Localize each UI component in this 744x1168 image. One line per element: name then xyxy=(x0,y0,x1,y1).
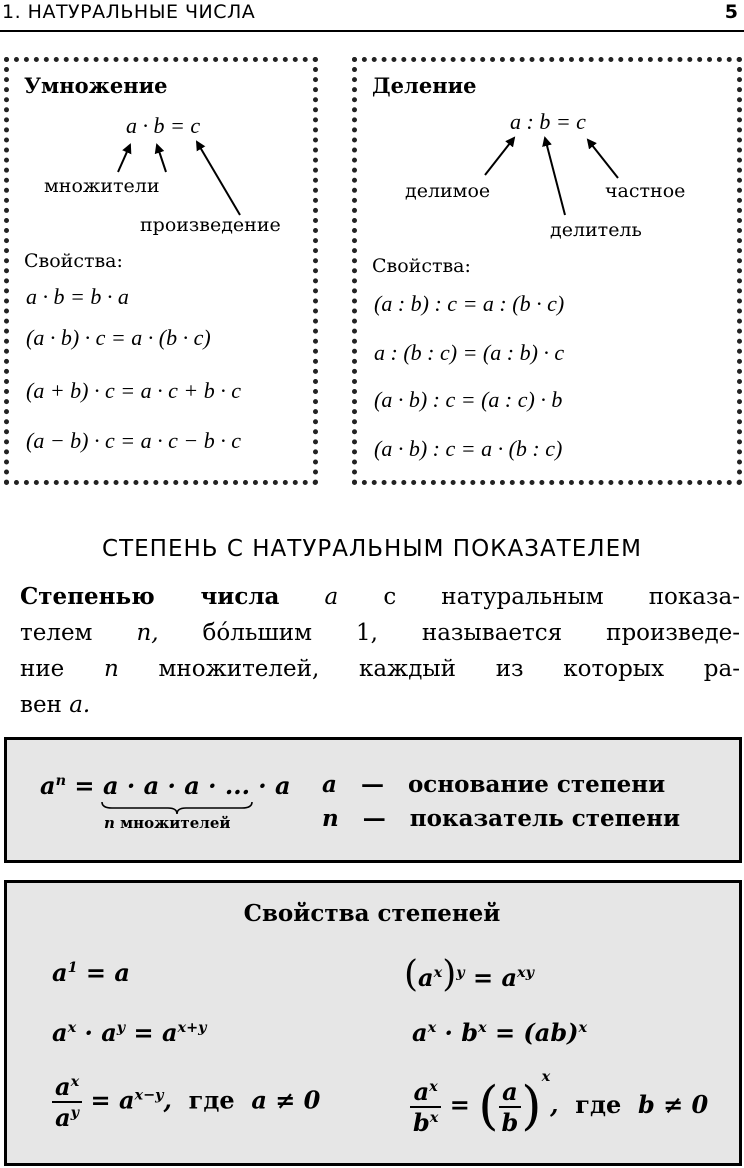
definition-line-3: ние n множителей, каждый из которых ра- xyxy=(20,656,740,682)
div-property-4: (a · b) : c = a · (b : c) xyxy=(374,436,563,461)
power-rhs: a · a · a · ... · a xyxy=(103,771,291,800)
power-property-5: $\frac{a^x}{a^y}$ = $a^{x-y}$, где a ≠ 0 xyxy=(52,1072,320,1132)
power-property-6: $\frac{a^x}{b^x}$ = ( $\frac{a}{b}$ )$^x$, где b ≠ 0 xyxy=(410,1068,708,1137)
div-property-2: a : (b : c) = (a : b) · c xyxy=(374,340,565,365)
div-property-3: (a · b) : c = (a : c) · b xyxy=(374,387,563,412)
division-title: Деление xyxy=(372,73,477,98)
label-factors: множители xyxy=(44,175,160,197)
multiplication-title: Умножение xyxy=(24,73,168,98)
brace-label: n множителей xyxy=(104,814,231,832)
div-property-1: (a : b) : c = a : (b · c) xyxy=(374,291,565,316)
definition-line-2: телем n, бо́льшим 1, называется произведе- xyxy=(20,620,741,646)
power-properties-title: Свойства степеней xyxy=(243,900,501,927)
mult-property-4: (a − b) · c = a · c − b · c xyxy=(26,428,241,453)
label-product: произведение xyxy=(140,214,281,236)
division-formula: a : b = c xyxy=(510,109,586,134)
section-title: СТЕПЕНЬ С НАТУРАЛЬНЫМ ПОКАЗАТЕЛЕМ xyxy=(102,536,642,562)
label-divisor: делитель xyxy=(550,219,642,241)
legend-exponent: n — показатель степени xyxy=(322,805,681,832)
arrow-divisor xyxy=(545,138,565,215)
definition-line-1: Степенью числа a с натуральным показа- xyxy=(20,583,740,610)
arrow-quotient xyxy=(588,140,618,178)
label-quotient: частное xyxy=(605,180,686,202)
multiplication-properties-title: Свойства: xyxy=(24,250,123,272)
page-number: 5 xyxy=(724,1,738,23)
chapter-title: 1. НАТУРАЛЬНЫЕ ЧИСЛА xyxy=(2,1,256,23)
legend-base: a — основание степени xyxy=(322,771,666,798)
multiplication-formula: a · b = c xyxy=(126,113,201,138)
power-property-3: $a^x \cdot a^y = a^{x+y}$ xyxy=(52,1018,207,1047)
mult-property-2: (a · b) · c = a · (b · c) xyxy=(26,325,211,350)
arrow-dividend xyxy=(485,138,514,175)
power-property-4: $a^x \cdot b^x = (ab)^x$ xyxy=(412,1018,588,1047)
division-arrows xyxy=(0,0,744,250)
division-properties-title: Свойства: xyxy=(372,255,471,277)
mult-property-3: (a + b) · c = a · c + b · c xyxy=(26,378,241,403)
power-property-2: $(a^x)^y = a^{xy}$ xyxy=(404,954,534,995)
definition-line-4: вен a. xyxy=(20,692,91,718)
power-lhs: $a^n$ = xyxy=(40,771,95,800)
definition-paragraph xyxy=(20,579,740,723)
label-dividend: делимое xyxy=(405,180,491,202)
power-property-1: $a^1 = a$ xyxy=(52,958,130,987)
mult-property-1: a · b = b · a xyxy=(26,284,129,309)
